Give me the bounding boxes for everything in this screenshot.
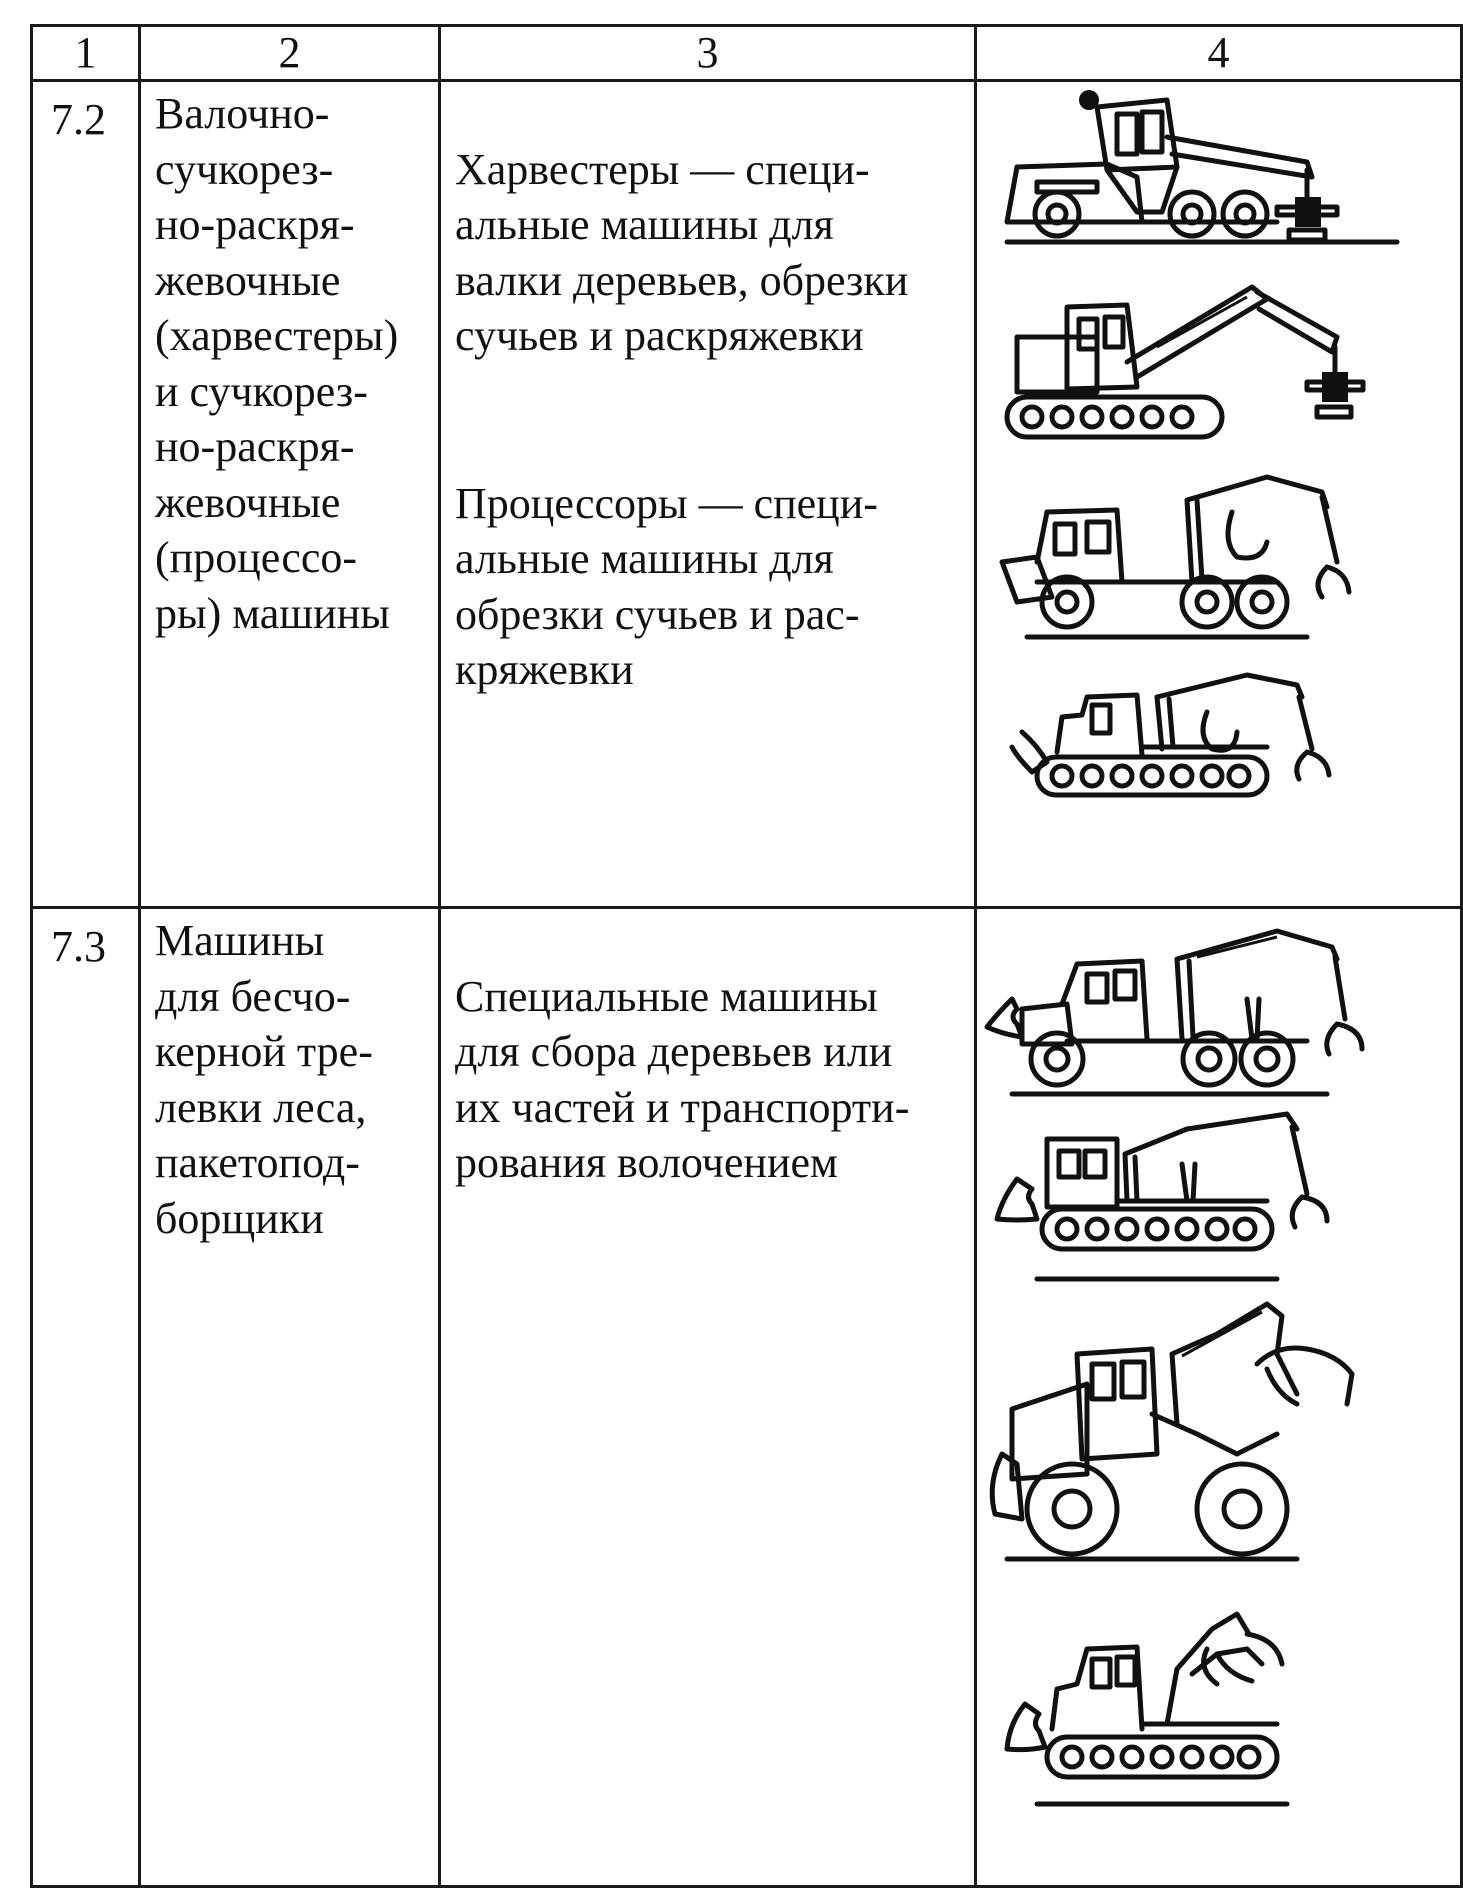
table-row — [32, 908, 1462, 1887]
machine-type-name: Машины для бесчо- керной тре- левки леса, пакетопод- борщики — [140, 908, 440, 1887]
processor-description: Процессоры — специ- альные машины для обрезки сучьев и рас- кряжевки — [455, 478, 878, 694]
tracked-harvester-icon — [1007, 287, 1363, 437]
row-number: 7.3 — [32, 908, 140, 1887]
wheeled-forwarder-icon — [987, 931, 1362, 1094]
tracked-grapple-skidder-icon — [1007, 1614, 1287, 1804]
machine-type-name: Валочно- сучкорез- но-раскря- жевочные (харвестеры) и сучкорез- но-раскря- жевочные (процессо- ры) машины — [140, 81, 440, 908]
illustration-cell — [976, 81, 1462, 908]
skidder-description: Специальные машины для сбора деревьев или их частей и транспорти- рования волочением — [455, 971, 910, 1187]
header-cell-3: 3 — [440, 26, 976, 81]
tracked-processor-icon — [1012, 675, 1329, 795]
wheeled-harvester-icon — [1007, 90, 1397, 242]
harvester-description: Харвестеры — специ- альные машины для валки деревьев, обрезки сучьев и раскряжевки — [455, 144, 909, 360]
illustration-cell — [976, 908, 1462, 1887]
machine-description-cell — [440, 908, 976, 1887]
table-row — [32, 81, 1462, 908]
header-cell-2: 2 — [140, 26, 440, 81]
header-cell-1: 1 — [32, 26, 140, 81]
header-row — [32, 26, 1462, 81]
grapple-skidder-icon — [992, 1304, 1352, 1559]
row-number: 7.2 — [32, 81, 140, 908]
machine-description-cell — [440, 81, 976, 908]
header-cell-4: 4 — [976, 26, 1462, 81]
wheeled-processor-icon — [1002, 477, 1349, 637]
tracked-forwarder-icon — [997, 1114, 1327, 1279]
machines-table — [30, 24, 1463, 1888]
